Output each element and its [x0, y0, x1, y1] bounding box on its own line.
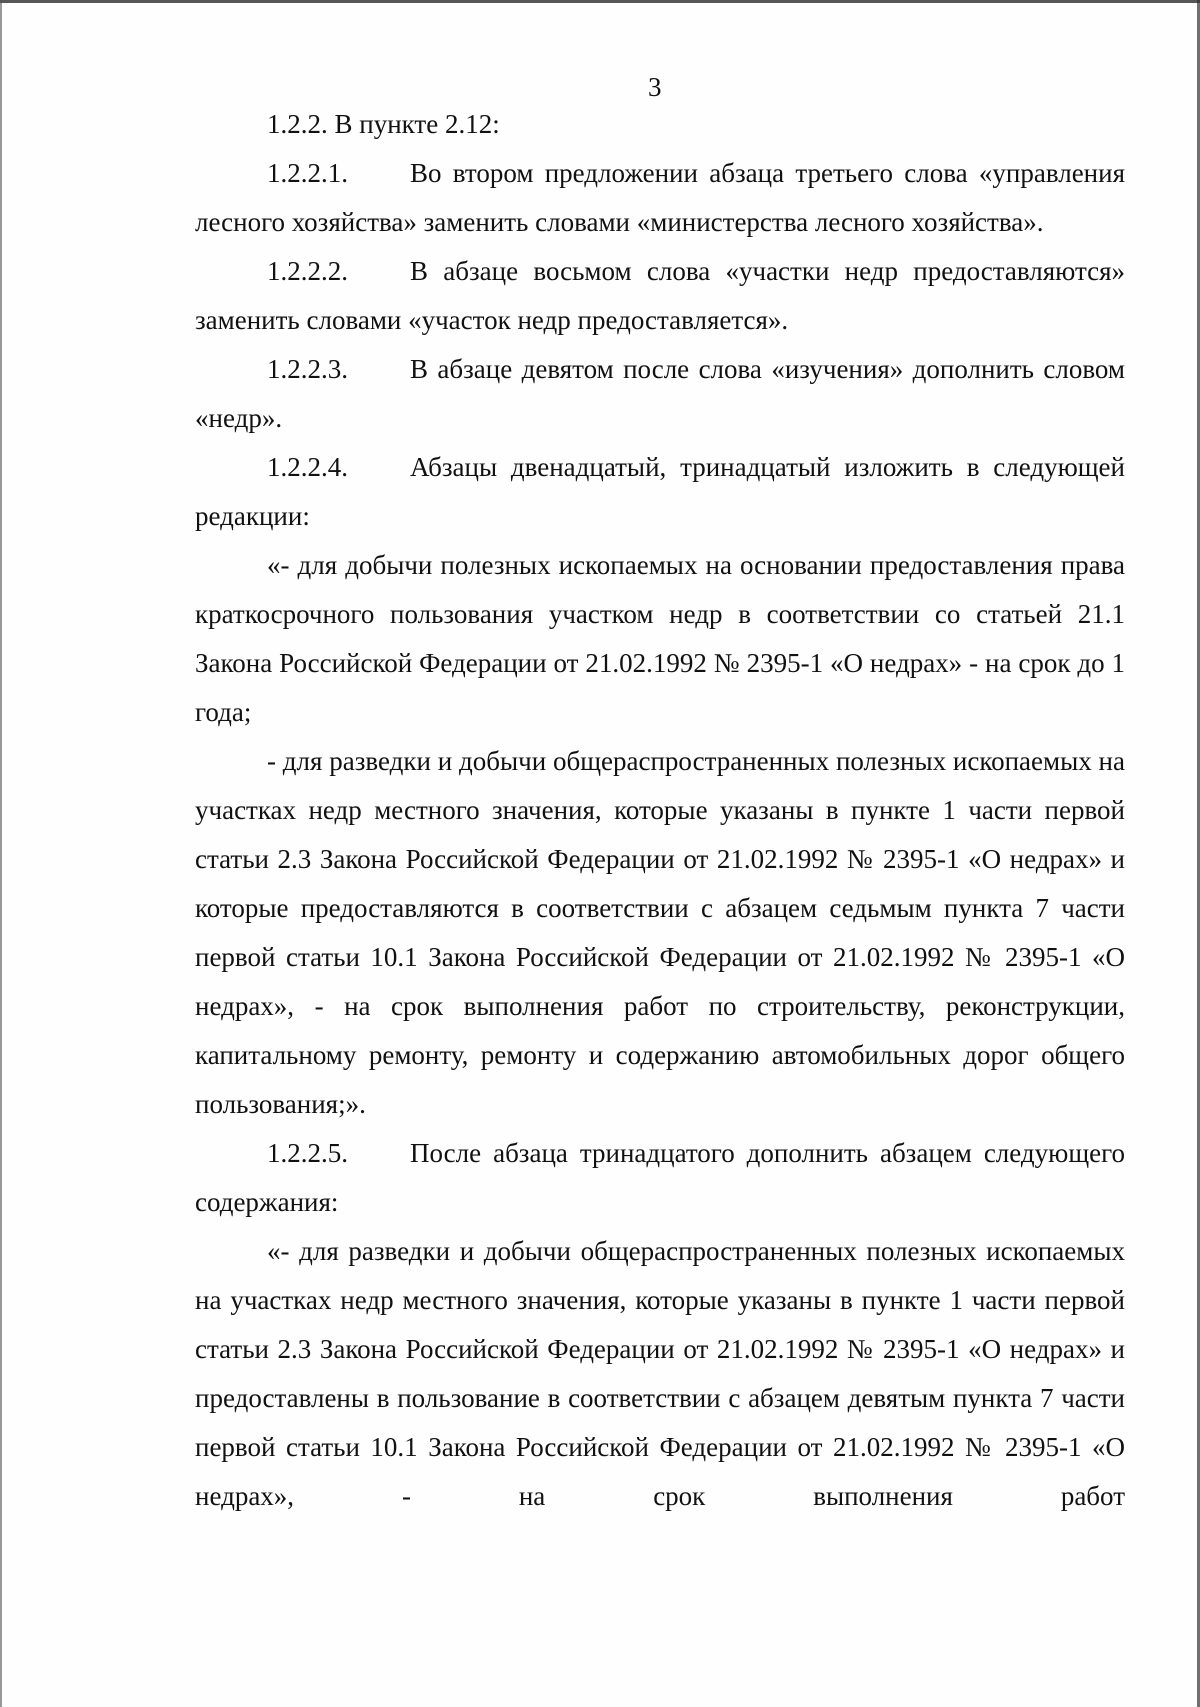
paragraph-1-2-2-2: [195, 247, 1125, 345]
paragraph-text: В абзаце девятом после слова «изучения» дополнить словом «недр».: [195, 354, 1125, 433]
paragraph-1-2-2: [195, 100, 1125, 149]
paragraph-1-2-2-3: [195, 345, 1125, 443]
paragraph-number: 1.2.2.5.: [267, 1138, 348, 1168]
paragraph-number: 1.2.2.4.: [267, 452, 348, 482]
paragraph-text: «- для разведки и добычи общераспространенных полезных ископаемых на участках недр местного значения, которые указаны в пункте 1 части первой статьи 2.3 Закона Российской Федерации от 21.02.1992 № 2395-1 «О недрах» и предоставлены в пользование в соответствии с абзацем девятым пункта 7 части первой статьи 10.1 Закона Российской Федерации от 21.02.1992 № 2395-1 «О недрах», - на срок выполнения работ: [195, 1236, 1125, 1511]
paragraph-text: В абзаце восьмом слова «участки недр предоставляются» заменить словами «участок недр предоставляется».: [195, 256, 1125, 335]
paragraph-1-2-2-5: [195, 1129, 1125, 1227]
paragraph-text: «- для добычи полезных ископаемых на основании предоставления права краткосрочного пользования участком недр в соответствии со статьей 21.1 Закона Российской Федерации от 21.02.1992 № 2395-1 «О недрах» - на срок до 1 года;: [195, 550, 1125, 727]
paragraph-text: 1.2.2. В пункте 2.12:: [267, 109, 500, 139]
paragraph-text: Абзацы двенадцатый, тринадцатый изложить в следующей редакции:: [195, 452, 1125, 531]
document-body: [195, 100, 1125, 1521]
paragraph-1-2-2-4: [195, 443, 1125, 541]
paragraph-text: Во втором предложении абзаца третьего слова «управления лесного хозяйства» заменить словами «министерства лесного хозяйства».: [195, 158, 1125, 237]
paragraph-number: 1.2.2.1.: [267, 158, 348, 188]
page-number: 3: [648, 72, 662, 102]
scan-edge-left: [0, 0, 2, 1707]
paragraph-text: - для разведки и добычи общераспространенных полезных ископаемых на участках недр местного значения, которые указаны в пункте 1 части первой статьи 2.3 Закона Российской Федерации от 21.02.1992 № 2395-1 «О недрах» и которые предоставляются в соответствии с абзацем седьмым пункта 7 части первой статьи 10.1 Закона Российской Федерации от 21.02.1992 № 2395-1 «О недрах», - на срок выполнения работ по строительству, реконструкции, капитальному ремонту, ремонту и содержанию автомобильных дорог общего пользования;».: [195, 746, 1125, 1119]
quoted-paragraph-short-term-use: [195, 541, 1125, 737]
quoted-paragraph-new-ninth: [195, 1227, 1125, 1521]
paragraph-text: После абзаца тринадцатого дополнить абзацем следующего содержания:: [195, 1138, 1125, 1217]
paragraph-1-2-2-1: [195, 149, 1125, 247]
quoted-paragraph-road-works: [195, 737, 1125, 1129]
paragraph-number: 1.2.2.3.: [267, 354, 348, 384]
scan-edge-top: [0, 0, 1200, 3]
paragraph-number: 1.2.2.2.: [267, 256, 348, 286]
